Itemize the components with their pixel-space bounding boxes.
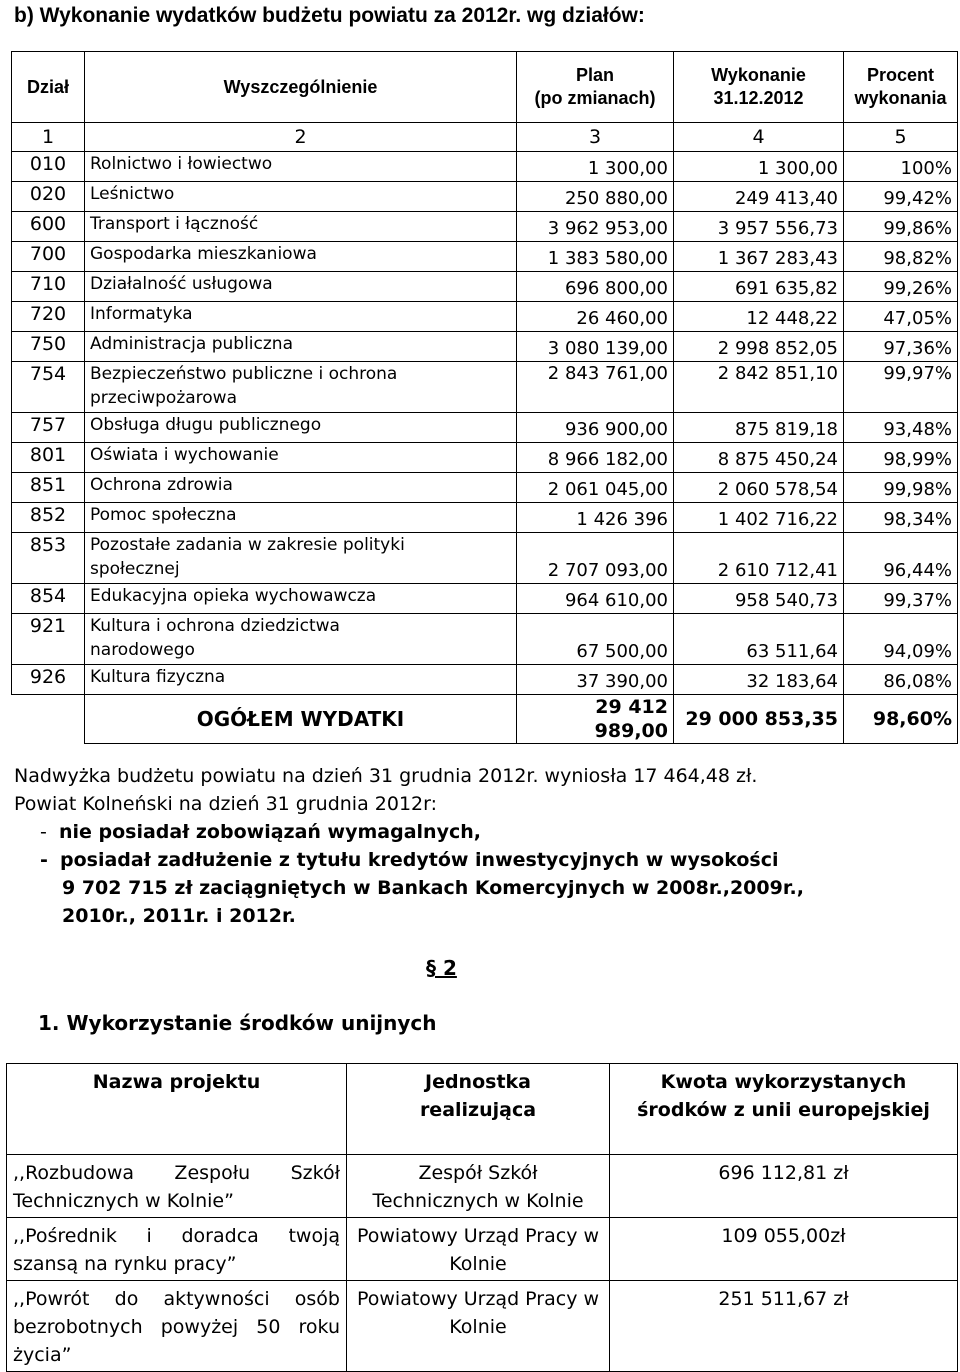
dzial-code: 010 bbox=[12, 152, 85, 182]
dzial-name-line: Leśnictwo bbox=[90, 184, 175, 204]
dzial-name-line: przeciwpożarowa bbox=[90, 388, 238, 408]
dzial-code: 854 bbox=[12, 584, 85, 614]
header-wykonanie bbox=[674, 52, 844, 123]
debt-line: 9 702 715 zł zaciągniętych w Bankach Komercyjnych w 2008r.,2009r., bbox=[62, 877, 804, 899]
column-number: 4 bbox=[674, 123, 844, 152]
plan-value: 3 962 953,00 bbox=[517, 212, 674, 242]
eu-funds-table bbox=[6, 1063, 958, 1372]
section-heading: b) Wykonanie wydatków budżetu powiatu za 2012r. wg działów: bbox=[14, 4, 645, 27]
status-text: Powiat Kolneński na dzień 31 grudnia 2012r: bbox=[14, 793, 438, 815]
amount-value: 251 511,67 zł bbox=[610, 1281, 958, 1372]
plan-value: 1 383 580,00 bbox=[517, 242, 674, 272]
surplus-text: Nadwyżka budżetu powiatu na dzień 31 grudnia 2012r. wyniosła 17 464,48 zł. bbox=[14, 765, 758, 787]
dzial-code: 754 bbox=[12, 362, 85, 413]
column-number: 3 bbox=[517, 123, 674, 152]
dzial-name-line: Pozostałe zadania w zakresie polityki bbox=[90, 535, 405, 555]
implementing-unit: Zespół Szkół Technicznych w Kolnie bbox=[347, 1155, 610, 1218]
column-number: 1 bbox=[12, 123, 85, 152]
table-row bbox=[12, 152, 958, 182]
plan-value: 26 460,00 bbox=[517, 302, 674, 332]
header-dzial: Dział bbox=[12, 52, 85, 123]
project-name: ,,Pośrednik i doradca twoją szansą na rynku pracy” bbox=[7, 1218, 347, 1281]
plan-value: 2 707 093,00 bbox=[517, 533, 674, 584]
dzial-name bbox=[85, 473, 517, 503]
procent-value: 93,48% bbox=[844, 413, 958, 443]
header-procent-line1: Procent bbox=[866, 65, 935, 85]
table-row bbox=[12, 413, 958, 443]
header-wykonanie-line2: 31.12.2012 bbox=[713, 88, 804, 108]
dzial-name-line: narodowego bbox=[90, 640, 195, 660]
dzial-name bbox=[85, 242, 517, 272]
dzial-name-line: Informatyka bbox=[90, 304, 193, 324]
table-row bbox=[12, 242, 958, 272]
dzial-code: 600 bbox=[12, 212, 85, 242]
procent-value: 98,82% bbox=[844, 242, 958, 272]
table-row bbox=[12, 443, 958, 473]
dzial-name-line: Ochrona zdrowia bbox=[90, 475, 233, 495]
total-plan: 29 412 989,00 bbox=[517, 695, 674, 744]
plan-value: 8 966 182,00 bbox=[517, 443, 674, 473]
implementing-unit: Powiatowy Urząd Pracy w Kolnie bbox=[347, 1218, 610, 1281]
dzial-name-line: Edukacyjna opieka wychowawcza bbox=[90, 586, 377, 606]
wykonanie-value: 8 875 450,24 bbox=[674, 443, 844, 473]
table-row bbox=[7, 1155, 958, 1218]
wykonanie-value: 2 842 851,10 bbox=[674, 362, 844, 413]
table-row bbox=[12, 665, 958, 695]
dzial-name-line: Rolnictwo i łowiectwo bbox=[90, 154, 273, 174]
dzial-code: 852 bbox=[12, 503, 85, 533]
plan-value: 2 843 761,00 bbox=[517, 362, 674, 413]
header-amount: Kwota wykorzystanych środków z unii europejskiej bbox=[610, 1064, 958, 1155]
total-label: OGÓŁEM WYDATKI bbox=[85, 695, 517, 744]
dzial-name bbox=[85, 272, 517, 302]
dzial-name bbox=[85, 212, 517, 242]
dzial-name-line: Oświata i wychowanie bbox=[90, 445, 279, 465]
procent-value: 97,36% bbox=[844, 332, 958, 362]
column-number-row bbox=[12, 123, 958, 152]
wykonanie-value: 3 957 556,73 bbox=[674, 212, 844, 242]
table-row bbox=[12, 473, 958, 503]
debt-line: 2010r., 2011r. i 2012r. bbox=[62, 905, 296, 927]
bullet-text: nie posiadał zobowiązań wymagalnych, bbox=[58, 821, 481, 843]
table-row bbox=[12, 503, 958, 533]
procent-value: 99,42% bbox=[844, 182, 958, 212]
dzial-code: 801 bbox=[12, 443, 85, 473]
dzial-name bbox=[85, 413, 517, 443]
wykonanie-value: 2 060 578,54 bbox=[674, 473, 844, 503]
header-project: Nazwa projektu bbox=[7, 1064, 347, 1155]
dzial-code: 757 bbox=[12, 413, 85, 443]
dzial-name-line: Gospodarka mieszkaniowa bbox=[90, 244, 317, 264]
table-row bbox=[12, 272, 958, 302]
column-number: 2 bbox=[85, 123, 517, 152]
amount-value: 109 055,00zł bbox=[610, 1218, 958, 1281]
implementing-unit: Powiatowy Urząd Pracy w Kolnie bbox=[347, 1281, 610, 1372]
dzial-code: 851 bbox=[12, 473, 85, 503]
amount-value: 696 112,81 zł bbox=[610, 1155, 958, 1218]
header-unit: Jednostka realizująca bbox=[347, 1064, 610, 1155]
table-row bbox=[12, 302, 958, 332]
dzial-code: 020 bbox=[12, 182, 85, 212]
dzial-code: 720 bbox=[12, 302, 85, 332]
wykonanie-value: 875 819,18 bbox=[674, 413, 844, 443]
wykonanie-value: 63 511,64 bbox=[674, 614, 844, 665]
dzial-name bbox=[85, 584, 517, 614]
wykonanie-value: 32 183,64 bbox=[674, 665, 844, 695]
wykonanie-value: 2 998 852,05 bbox=[674, 332, 844, 362]
header-wykonanie-line1: Wykonanie bbox=[711, 65, 806, 85]
dzial-code: 853 bbox=[12, 533, 85, 584]
header-plan-line1: Plan bbox=[575, 65, 614, 85]
header-procent-line2: wykonania bbox=[854, 88, 947, 108]
procent-value: 86,08% bbox=[844, 665, 958, 695]
plan-value: 696 800,00 bbox=[517, 272, 674, 302]
bullet-item bbox=[40, 818, 481, 846]
header-procent bbox=[844, 52, 958, 123]
table-row bbox=[12, 212, 958, 242]
bullet-item bbox=[40, 846, 779, 874]
wykonanie-value: 1 402 716,22 bbox=[674, 503, 844, 533]
plan-value: 1 300,00 bbox=[517, 152, 674, 182]
dzial-name bbox=[85, 332, 517, 362]
dzial-code: 710 bbox=[12, 272, 85, 302]
table-row bbox=[12, 362, 958, 413]
dzial-name bbox=[85, 614, 517, 665]
dzial-name bbox=[85, 182, 517, 212]
dzial-name-line: społecznej bbox=[90, 559, 180, 579]
dzial-name bbox=[85, 533, 517, 584]
table-row bbox=[7, 1281, 958, 1372]
dzial-name-line: Kultura fizyczna bbox=[90, 667, 226, 687]
expenses-table bbox=[11, 51, 958, 744]
wykonanie-value: 12 448,22 bbox=[674, 302, 844, 332]
plan-value: 67 500,00 bbox=[517, 614, 674, 665]
dzial-name-line: Pomoc społeczna bbox=[90, 505, 237, 525]
wykonanie-value: 1 367 283,43 bbox=[674, 242, 844, 272]
dzial-code: 921 bbox=[12, 614, 85, 665]
wykonanie-value: 1 300,00 bbox=[674, 152, 844, 182]
table-row bbox=[12, 332, 958, 362]
plan-value: 3 080 139,00 bbox=[517, 332, 674, 362]
paragraph-mark: § 2 bbox=[426, 956, 457, 980]
project-name: ,,Powrót do aktywności osób bezrobotnych powyżej 50 roku życia” bbox=[7, 1281, 347, 1372]
dzial-name bbox=[85, 503, 517, 533]
plan-value: 250 880,00 bbox=[517, 182, 674, 212]
blank-cell bbox=[12, 695, 85, 744]
header-row bbox=[12, 52, 958, 123]
dzial-name-line: Obsługa długu publicznego bbox=[90, 415, 322, 435]
procent-value: 99,37% bbox=[844, 584, 958, 614]
total-wykonanie: 29 000 853,35 bbox=[674, 695, 844, 744]
column-number: 5 bbox=[844, 123, 958, 152]
procent-value: 99,98% bbox=[844, 473, 958, 503]
procent-value: 96,44% bbox=[844, 533, 958, 584]
procent-value: 100% bbox=[844, 152, 958, 182]
dzial-name bbox=[85, 443, 517, 473]
procent-value: 98,99% bbox=[844, 443, 958, 473]
dzial-name-line: Transport i łączność bbox=[90, 214, 259, 234]
dzial-name-line: Administracja publiczna bbox=[90, 334, 293, 354]
total-row bbox=[12, 695, 958, 744]
table-row bbox=[12, 584, 958, 614]
dzial-name-line: Bezpieczeństwo publiczne i ochrona bbox=[90, 364, 398, 384]
bullet-text: posiadał zadłużenie z tytułu kredytów inwestycyjnych w wysokości bbox=[59, 849, 779, 871]
plan-value: 964 610,00 bbox=[517, 584, 674, 614]
dzial-code: 700 bbox=[12, 242, 85, 272]
bullet-dash: - bbox=[40, 849, 48, 871]
table-row bbox=[12, 614, 958, 665]
dzial-code: 750 bbox=[12, 332, 85, 362]
wykonanie-value: 691 635,82 bbox=[674, 272, 844, 302]
procent-value: 98,34% bbox=[844, 503, 958, 533]
dzial-code: 926 bbox=[12, 665, 85, 695]
header-plan-line2: (po zmianach) bbox=[534, 88, 656, 108]
plan-value: 1 426 396 bbox=[517, 503, 674, 533]
dzial-name-line: Kultura i ochrona dziedzictwa bbox=[90, 616, 340, 636]
total-procent: 98,60% bbox=[844, 695, 958, 744]
procent-value: 99,97% bbox=[844, 362, 958, 413]
plan-value: 2 061 045,00 bbox=[517, 473, 674, 503]
table-row bbox=[12, 533, 958, 584]
table-row bbox=[7, 1218, 958, 1281]
dzial-name bbox=[85, 302, 517, 332]
table-row bbox=[12, 182, 958, 212]
header-wyszczegolnienie: Wyszczególnienie bbox=[85, 52, 517, 123]
plan-value: 37 390,00 bbox=[517, 665, 674, 695]
procent-value: 47,05% bbox=[844, 302, 958, 332]
project-name: ,,Rozbudowa Zespołu Szkół Technicznych w Kolnie” bbox=[7, 1155, 347, 1218]
wykonanie-value: 249 413,40 bbox=[674, 182, 844, 212]
dzial-name bbox=[85, 152, 517, 182]
wykonanie-value: 2 610 712,41 bbox=[674, 533, 844, 584]
header-row bbox=[7, 1064, 958, 1155]
dzial-name-line: Działalność usługowa bbox=[90, 274, 273, 294]
bullet-dash: - bbox=[40, 821, 47, 843]
wykonanie-value: 958 540,73 bbox=[674, 584, 844, 614]
section-title: 1. Wykorzystanie środków unijnych bbox=[38, 1011, 437, 1035]
dzial-name bbox=[85, 665, 517, 695]
procent-value: 99,86% bbox=[844, 212, 958, 242]
procent-value: 99,26% bbox=[844, 272, 958, 302]
plan-value: 936 900,00 bbox=[517, 413, 674, 443]
procent-value: 94,09% bbox=[844, 614, 958, 665]
dzial-name bbox=[85, 362, 517, 413]
header-plan bbox=[517, 52, 674, 123]
